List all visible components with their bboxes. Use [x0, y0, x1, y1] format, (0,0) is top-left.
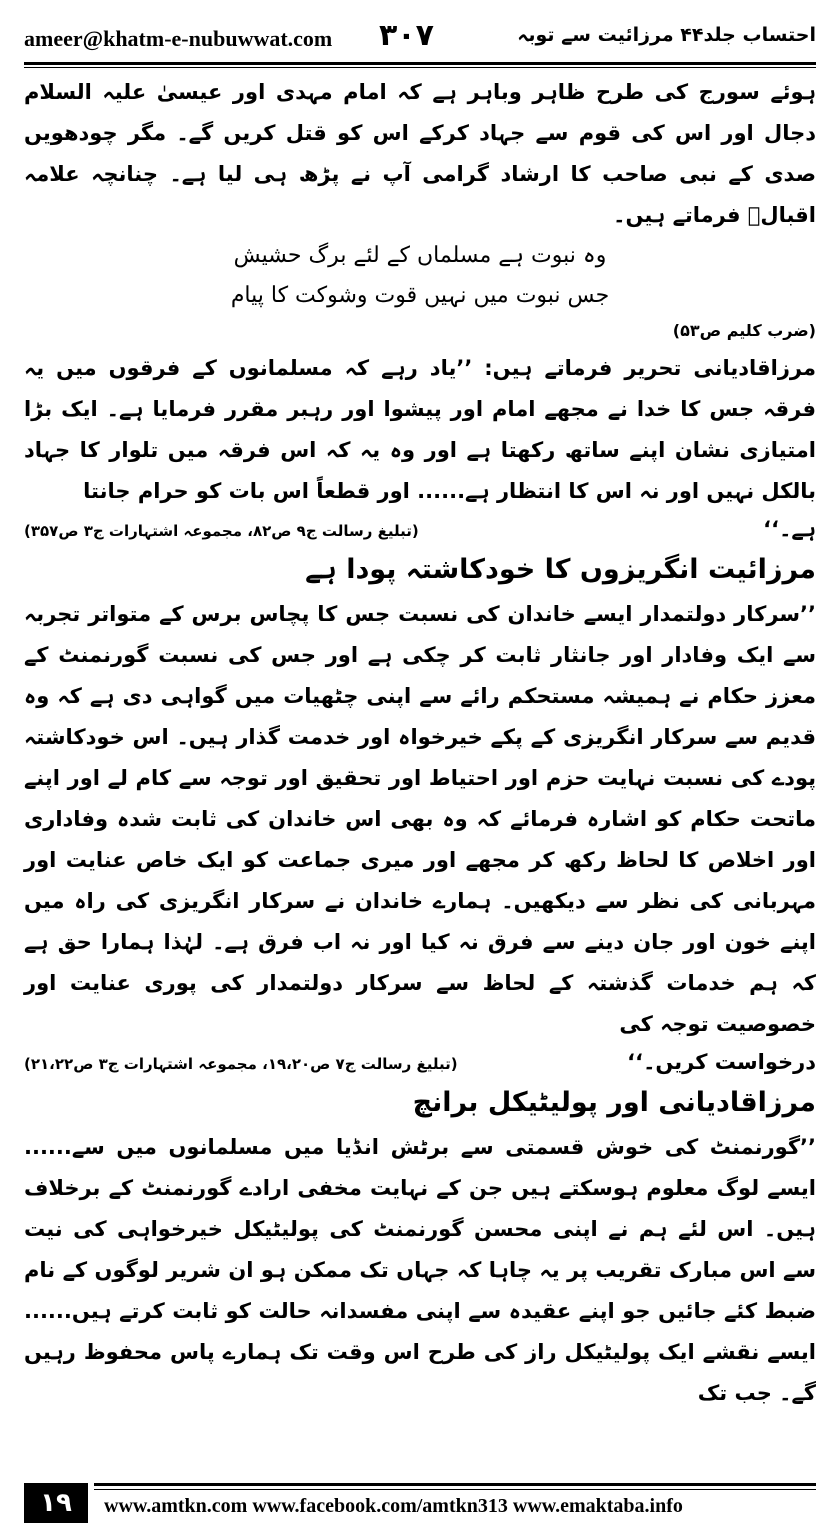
header-title: احتساب جلد۴۴ مرزائیت سے توبہ	[517, 24, 816, 46]
footer-rule-thick	[94, 1483, 816, 1486]
paragraph-1: ہوئے سورج کی طرح ظاہر وباہر ہے کہ امام مہدی اور عیسیٰ علیہ السلام دجال اور اس کی قوم سے جہاد کرکے اس کو قتل کریں گے۔ مگر چودھویں صدی کے نبی صاحب کا ارشاد گرامی آپ نے پڑھ ہی لیا ہے۔ چنانچہ علامہ اقبالؒ فرماتے ہیں۔	[24, 80, 816, 227]
header-email[interactable]: ameer@khatm-e-nubuwwat.com	[24, 26, 333, 51]
reference-tableegh-9: (تبلیغ رسالت ج۹ ص۸۲، مجموعہ اشتہارات ج۳ ص۳۵۷)	[24, 522, 419, 540]
paragraph-2-tail: ہے۔‘‘	[763, 517, 816, 541]
header-rule-thick	[24, 62, 816, 65]
paragraph-2: مرزاقادیانی تحریر فرماتے ہیں: ’’یاد رہے کہ مسلمانوں کے فرقوں میں یہ فرقہ جس کا خدا نے مجھے امام اور پیشوا اور رہبر مقرر فرمایا ہے۔ ایک بڑا امتیازی نشان اپنے ساتھ رکھتا ہے اور وہ یہ کہ اس فرقہ میں تلوار کا جہاد بالکل نہیں اور نہ اس کا انتظار ہے...... اور قطعاً اس بات کو حرام جانتا	[24, 356, 816, 503]
header-page-number: ۳۰۷	[379, 18, 434, 53]
paragraph-3: ’’سرکار دولتمدار ایسے خاندان کی نسبت جس کا پچاس برس کے متواتر تجربہ سے ایک وفادار اور جانثار ثابت کر چکی ہے اور جس کی نسبت گورنمنٹ کے معزز حکام نے ہمیشہ مستحکم رائے سے اپنی چٹھیات میں گواہی دی ہے کہ وہ قدیم سے سرکار انگریزی کے پکے خیرخواہ اور خدمت گذار ہیں۔ اس خودکاشتہ پودے کی نسبت نہایت حزم اور احتیاط اور تحقیق اور توجہ سے کام لے اور اپنے ماتحت حکام کو اشارہ فرمائے کہ وہ بھی اس خاندان کی ثابت شدہ وفاداری اور اخلاص کا لحاظ رکھ کر مجھے اور میری جماعت کو ایک خاص عنایت اور مہربانی کی نظر سے دیکھیں۔ ہمارے خاندان نے سرکار انگریزی کی راہ میں اپنے خون اور جان دینے سے فرق نہ کیا اور نہ اب فرق ہے۔ لہٰذا ہمارا حق ہے کہ ہم خدمات گذشتہ کے لحاظ سے سرکار دولتمدار کی پوری عنایت اور خصوصیت توجہ کی	[24, 602, 816, 1036]
footer-links[interactable]: www.amtkn.com www.facebook.com/amtkn313 www.emaktaba.info	[104, 1495, 683, 1517]
header-rule-thin	[24, 67, 816, 68]
verse-line-1: وہ نبوت ہے مسلماں کے لئے برگ حشیش	[233, 243, 607, 268]
footer-rule-thin	[94, 1489, 816, 1490]
section-heading-1: مرزائیت انگریزوں کا خودکاشتہ پودا ہے	[305, 554, 816, 585]
reference-tableegh-7: (تبلیغ رسالت ج۷ ص۱۹،۲۰، مجموعہ اشتہارات ج۳ ص۲۱،۲۲)	[24, 1055, 458, 1073]
reference-zarb-e-kaleem: (ضرب کلیم ص۵۳)	[672, 321, 816, 340]
verse-line-2: جس نبوت میں نہیں قوت وشوکت کا پیام	[230, 283, 610, 308]
paragraph-3-tail: درخواست کریں۔‘‘	[627, 1050, 816, 1074]
page-footer	[24, 1483, 816, 1523]
paragraph-2-tail-row	[24, 512, 816, 546]
paragraph-3-tail-row	[24, 1045, 816, 1079]
section-heading-2: مرزاقادیانی اور پولیٹیکل برانچ	[412, 1087, 816, 1118]
page-body	[24, 72, 816, 1414]
page-header	[24, 18, 816, 62]
paragraph-4: ’’گورنمنٹ کی خوش قسمتی سے برٹش انڈیا میں مسلمانوں میں سے...... ایسے لوگ معلوم ہوسکتے ہیں جن کے نہایت مخفی ارادے گورنمنٹ کے برخلاف ہیں۔ اس لئے ہم نے اپنی محسن گورنمنٹ کی پولیٹیکل خیرخواہی کی نیت سے اس مبارک تقریب پر یہ چاہا کہ جہاں تک ممکن ہو ان شریر لوگوں کے نام ضبط کئے جائیں جو اپنے عقیدہ سے اپنی مفسدانہ حالت کو ثابت کرتے ہیں...... ایسے نقشے ایک پولیٹیکل راز کی طرح اس وقت تک ہمارے پاس محفوظ رہیں گے۔ جب تک	[24, 1135, 816, 1405]
footer-page-badge: ۱۹	[24, 1483, 88, 1523]
